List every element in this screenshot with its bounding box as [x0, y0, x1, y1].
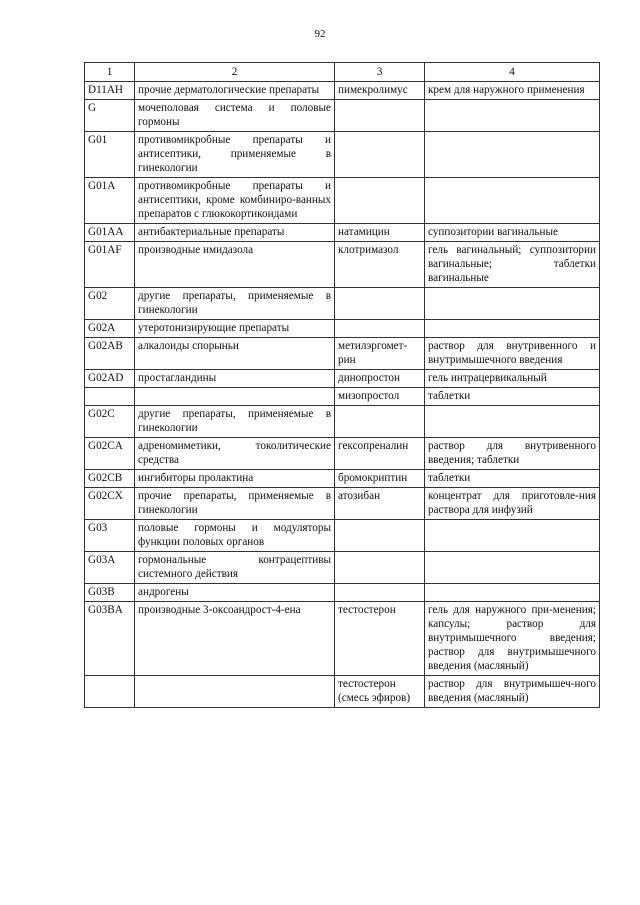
atc-code-cell: G02 — [85, 288, 135, 320]
dosage-form-cell: гель вагинальный; суппозитории вагинальные; таблетки вагинальные — [425, 242, 600, 288]
group-name-cell: другие препараты, применяемые в гинекологии — [135, 406, 335, 438]
atc-code-cell: G02CB — [85, 470, 135, 488]
dosage-form-cell — [425, 288, 600, 320]
drug-name-cell: бромокриптин — [335, 470, 425, 488]
table-row — [85, 178, 600, 224]
dosage-form-cell — [425, 520, 600, 552]
dosage-form-cell — [425, 100, 600, 132]
atc-code-cell: G02A — [85, 320, 135, 338]
group-name-cell — [135, 676, 335, 708]
table-row — [85, 100, 600, 132]
atc-code-cell — [85, 388, 135, 406]
table-row — [85, 602, 600, 676]
table-row — [85, 584, 600, 602]
dosage-form-cell: раствор для внутривенного введения; таблетки — [425, 438, 600, 470]
drug-name-cell: натамицин — [335, 224, 425, 242]
dosage-form-cell: суппозитории вагинальные — [425, 224, 600, 242]
atc-code-cell: G02CA — [85, 438, 135, 470]
drug-name-cell — [335, 320, 425, 338]
group-name-cell: адреномиметики, токолитические средства — [135, 438, 335, 470]
group-name-cell: другие препараты, применяемые в гинекологии — [135, 288, 335, 320]
dosage-form-cell: раствор для внутривенного и внутримышечного введения — [425, 338, 600, 370]
group-name-cell: антибактериальные препараты — [135, 224, 335, 242]
group-name-cell: противомикробные препараты и антисептики, кроме комбиниро-ванных препаратов с глюкокортикоидами — [135, 178, 335, 224]
table-row — [85, 132, 600, 178]
atc-code-cell: G03B — [85, 584, 135, 602]
drug-name-cell — [335, 288, 425, 320]
drug-classification-table — [84, 62, 600, 708]
header-col-4: 4 — [425, 63, 600, 82]
atc-code-cell: G02C — [85, 406, 135, 438]
dosage-form-cell: раствор для внутримышеч-ного введения (масляный) — [425, 676, 600, 708]
group-name-cell: андрогены — [135, 584, 335, 602]
table-row — [85, 520, 600, 552]
drug-name-cell: метилэргомет-рин — [335, 338, 425, 370]
header-col-3: 3 — [335, 63, 425, 82]
group-name-cell: ингибиторы пролактина — [135, 470, 335, 488]
table-row — [85, 552, 600, 584]
dosage-form-cell: концентрат для приготовле-ния раствора для инфузий — [425, 488, 600, 520]
table-row — [85, 406, 600, 438]
atc-code-cell: G02AB — [85, 338, 135, 370]
table-row — [85, 388, 600, 406]
table-row — [85, 242, 600, 288]
table-row — [85, 488, 600, 520]
dosage-form-cell: таблетки — [425, 470, 600, 488]
dosage-form-cell — [425, 178, 600, 224]
group-name-cell: утеротонизирующие препараты — [135, 320, 335, 338]
group-name-cell: прочие препараты, применяемые в гинекологии — [135, 488, 335, 520]
atc-code-cell: G01AA — [85, 224, 135, 242]
group-name-cell: производные имидазола — [135, 242, 335, 288]
page-number: 92 — [314, 28, 326, 40]
drug-name-cell — [335, 552, 425, 584]
group-name-cell: противомикробные препараты и антисептики, применяемые в гинекологии — [135, 132, 335, 178]
atc-code-cell: G02AD — [85, 370, 135, 388]
group-name-cell: прочие дерматологические препараты — [135, 82, 335, 100]
dosage-form-cell: гель для наружного при-менения; капсулы; раствор для внутримышечного введения; раствор для внутримышечного введения (масляный) — [425, 602, 600, 676]
atc-code-cell: G03BA — [85, 602, 135, 676]
table-row — [85, 676, 600, 708]
group-name-cell: алкалоиды спорыньи — [135, 338, 335, 370]
atc-code-cell: G01 — [85, 132, 135, 178]
table-row — [85, 320, 600, 338]
drug-name-cell: клотримазол — [335, 242, 425, 288]
drug-name-cell: динопростон — [335, 370, 425, 388]
atc-code-cell: G03A — [85, 552, 135, 584]
drug-name-cell — [335, 100, 425, 132]
table-row — [85, 370, 600, 388]
drug-name-cell — [335, 520, 425, 552]
drug-name-cell — [335, 406, 425, 438]
drug-name-cell — [335, 584, 425, 602]
dosage-form-cell: гель интрацервикальный — [425, 370, 600, 388]
group-name-cell: мочеполовая система и половые гормоны — [135, 100, 335, 132]
drug-name-cell: атозибан — [335, 488, 425, 520]
atc-code-cell: G01AF — [85, 242, 135, 288]
table-row — [85, 288, 600, 320]
table-body — [85, 82, 600, 708]
drug-name-cell: тестостерон — [335, 602, 425, 676]
dosage-form-cell — [425, 320, 600, 338]
table-header-row — [85, 63, 600, 82]
dosage-form-cell — [425, 584, 600, 602]
group-name-cell: производные 3-оксоандрост-4-ена — [135, 602, 335, 676]
table-row — [85, 470, 600, 488]
drug-name-cell: тестостерон (смесь эфиров) — [335, 676, 425, 708]
drug-name-cell — [335, 132, 425, 178]
drug-name-cell: гексопреналин — [335, 438, 425, 470]
atc-code-cell: G02CX — [85, 488, 135, 520]
atc-code-cell: D11AH — [85, 82, 135, 100]
drug-name-cell: мизопростол — [335, 388, 425, 406]
drug-name-cell: пимекролимус — [335, 82, 425, 100]
table-row — [85, 438, 600, 470]
group-name-cell — [135, 388, 335, 406]
atc-code-cell: G01A — [85, 178, 135, 224]
atc-code-cell: G03 — [85, 520, 135, 552]
dosage-form-cell — [425, 552, 600, 584]
table-row — [85, 224, 600, 242]
header-col-2: 2 — [135, 63, 335, 82]
dosage-form-cell: крем для наружного применения — [425, 82, 600, 100]
drug-name-cell — [335, 178, 425, 224]
dosage-form-cell — [425, 406, 600, 438]
dosage-form-cell — [425, 132, 600, 178]
group-name-cell: половые гормоны и модуляторы функции половых органов — [135, 520, 335, 552]
header-col-1: 1 — [85, 63, 135, 82]
table-row — [85, 82, 600, 100]
group-name-cell: простагландины — [135, 370, 335, 388]
atc-code-cell: G — [85, 100, 135, 132]
table-row — [85, 338, 600, 370]
group-name-cell: гормональные контрацептивы системного действия — [135, 552, 335, 584]
dosage-form-cell: таблетки — [425, 388, 600, 406]
atc-code-cell — [85, 676, 135, 708]
